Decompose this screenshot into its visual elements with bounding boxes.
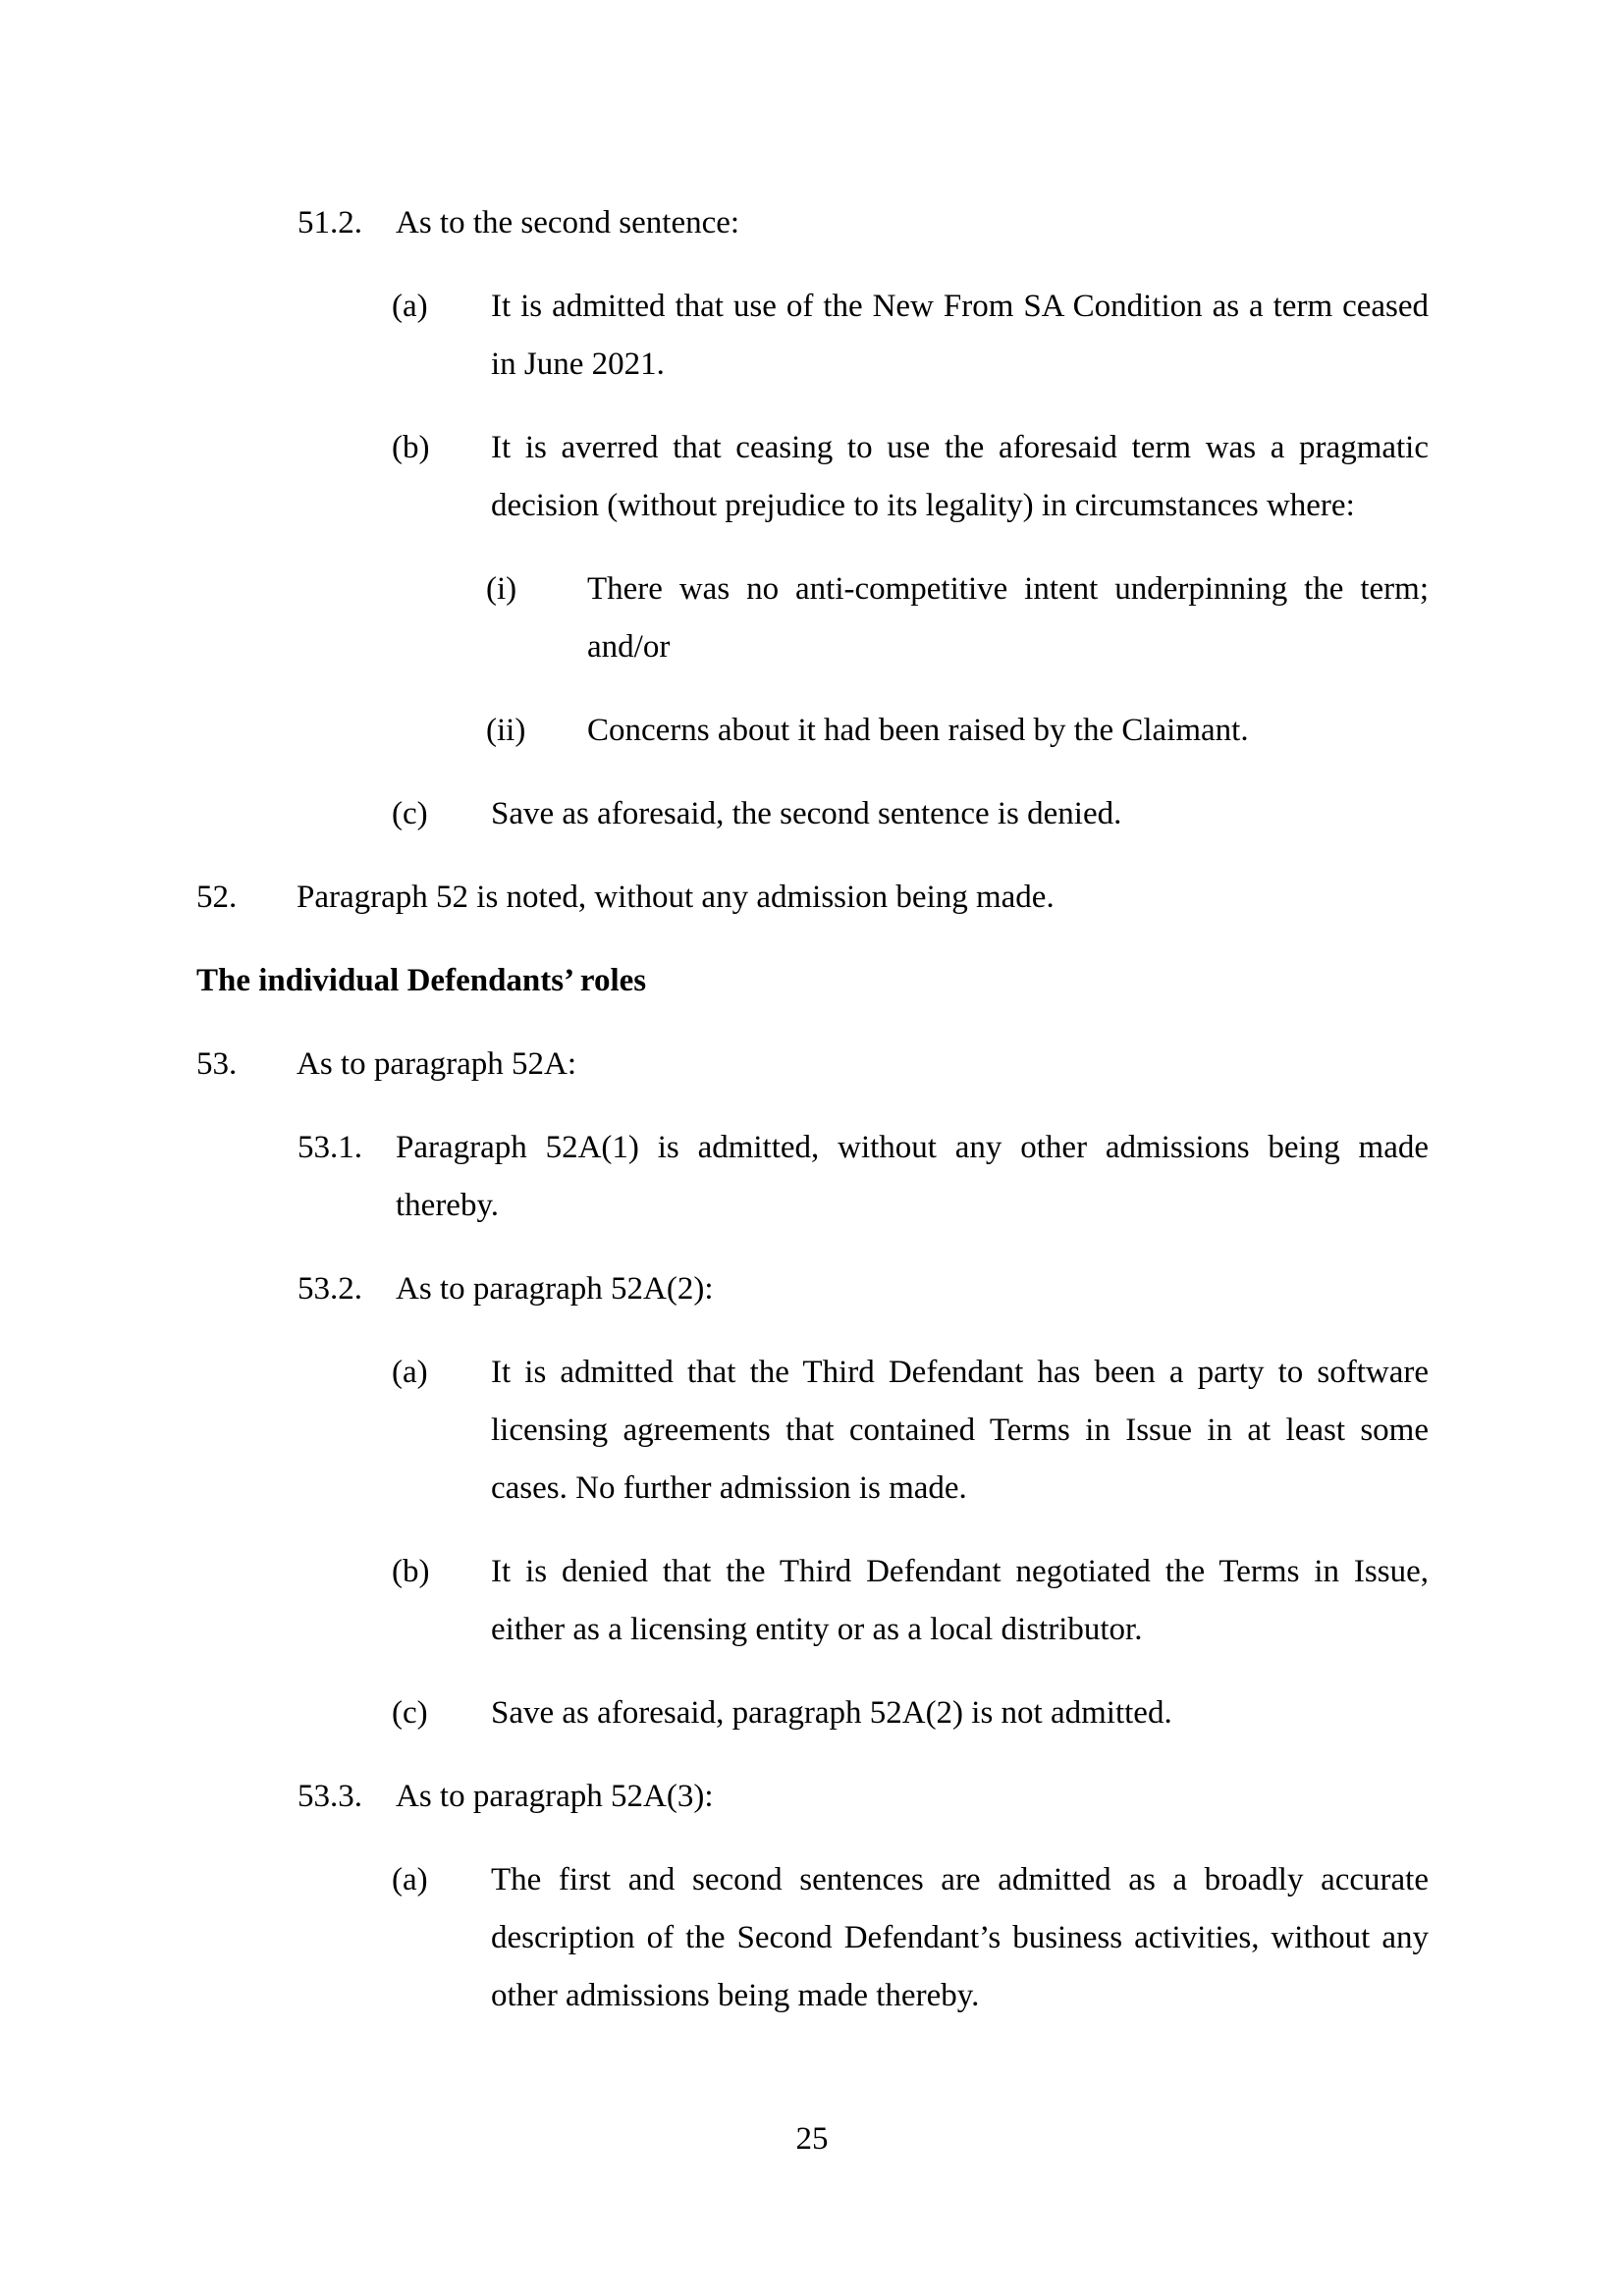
- paragraph-text: Concerns about it had been raised by the Claimant.: [587, 713, 1249, 748]
- document-body: [196, 194, 1429, 2051]
- paragraph-53-3: [196, 1768, 1429, 1826]
- paragraph-marker: (c): [392, 796, 428, 831]
- para-51-2-b-i: [196, 561, 1429, 676]
- paragraph-text: It is averred that ceasing to use the aforesaid term was a pragmatic decision (without prejudice to its legality) in circumstances where:: [491, 430, 1429, 523]
- paragraph-marker: 53.2.: [298, 1271, 362, 1307]
- paragraph-marker: (a): [392, 1355, 428, 1390]
- para-53-2-a: [196, 1344, 1429, 1518]
- paragraph-marker: (i): [486, 571, 517, 607]
- paragraph-text: Paragraph 52A(1) is admitted, without any other admissions being made thereby.: [396, 1130, 1429, 1223]
- paragraph-53-2: [196, 1260, 1429, 1318]
- paragraph-text: As to paragraph 52A:: [297, 1046, 577, 1082]
- paragraph-marker: (b): [392, 1554, 430, 1589]
- paragraph-marker: (a): [392, 289, 428, 324]
- paragraph-marker: 53.3.: [298, 1779, 362, 1814]
- paragraph-marker: 51.2.: [298, 205, 362, 240]
- paragraph-text: As to paragraph 52A(3):: [396, 1779, 714, 1814]
- paragraph-marker: (ii): [486, 713, 526, 748]
- para-51-2-a: [196, 278, 1429, 394]
- paragraph-marker: 53.1.: [298, 1130, 362, 1165]
- para-53-2-b: [196, 1543, 1429, 1659]
- para-51-2-b-ii: [196, 702, 1429, 760]
- paragraph-text: Save as aforesaid, paragraph 52A(2) is not admitted.: [491, 1695, 1172, 1731]
- paragraph-text: As to the second sentence:: [396, 205, 740, 240]
- paragraph-text: Save as aforesaid, the second sentence is denied.: [491, 796, 1122, 831]
- paragraph-marker: (a): [392, 1862, 428, 1897]
- para-53-2-c: [196, 1684, 1429, 1742]
- page-number: 25: [795, 2121, 829, 2157]
- paragraph-51-2: [196, 194, 1429, 252]
- paragraph-53-1: [196, 1119, 1429, 1235]
- paragraph-text: Paragraph 52 is noted, without any admission being made.: [297, 880, 1055, 915]
- paragraph-text: It is admitted that use of the New From SA Condition as a term ceased in June 2021.: [491, 289, 1429, 382]
- paragraph-52: [196, 869, 1429, 927]
- para-53-3-a: [196, 1851, 1429, 2025]
- paragraph-text: There was no anti-competitive intent underpinning the term; and/or: [587, 571, 1429, 665]
- paragraph-text: The first and second sentences are admitted as a broadly accurate description of the Second Defendant’s business activities, without any other admissions being made thereby.: [491, 1862, 1429, 2013]
- para-51-2-c: [196, 785, 1429, 843]
- paragraph-text: As to paragraph 52A(2):: [396, 1271, 714, 1307]
- section-heading: The individual Defendants’ roles: [196, 963, 647, 998]
- paragraph-marker: (b): [392, 430, 430, 465]
- para-51-2-b: [196, 419, 1429, 535]
- paragraph-text: It is denied that the Third Defendant negotiated the Terms in Issue, either as a licensing entity or as a local distributor.: [491, 1554, 1429, 1647]
- paragraph-text: It is admitted that the Third Defendant has been a party to software licensing agreements that contained Terms in Issue in at least some cases. No further admission is made.: [491, 1355, 1429, 1506]
- paragraph-53: [196, 1036, 1429, 1094]
- paragraph-marker: 53.: [196, 1046, 238, 1082]
- paragraph-marker: 52.: [196, 880, 238, 915]
- paragraph-marker: (c): [392, 1695, 428, 1731]
